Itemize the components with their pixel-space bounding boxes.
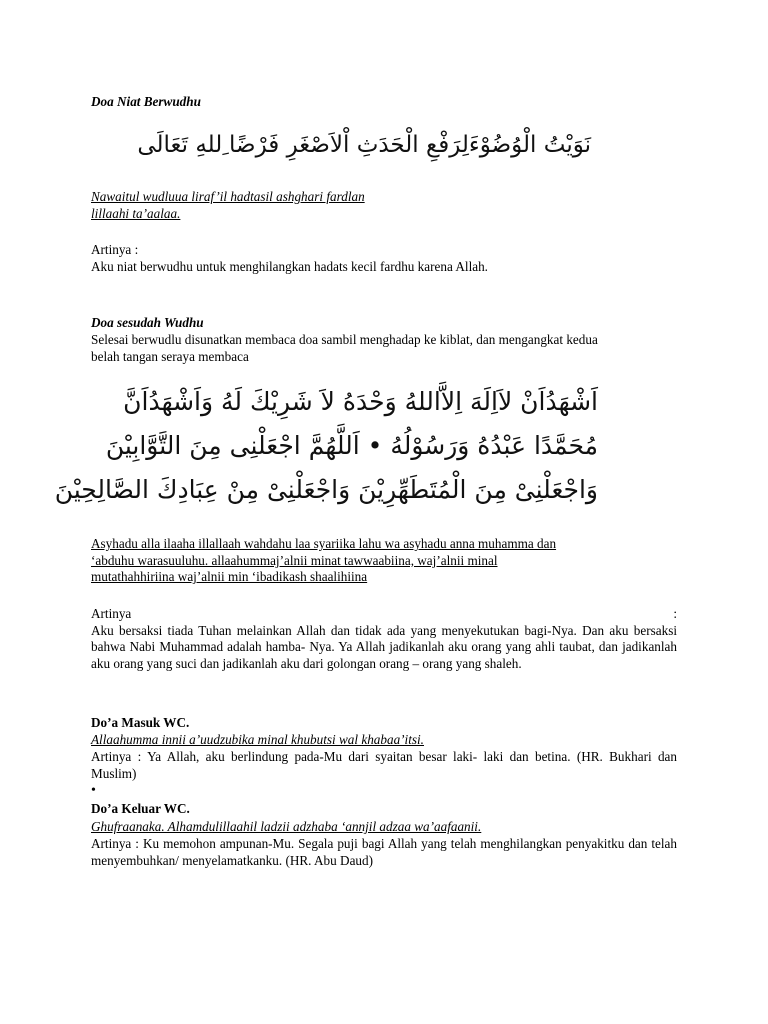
niat-arabic-text: نَوَيْتُ الْوُضُوْءَلِرَفْعِ الْحَدَثِ اْلاَصْغَرِ فَرْضًا ِللهِ تَعَالَى: [137, 132, 591, 158]
sesudah-latin: [91, 536, 677, 586]
niat-meaning: [91, 242, 677, 275]
sesudah-meaning: [91, 606, 677, 672]
masuk-wc-latin: Allaahumma innii a’uudzubika minal khubutsi wal khabaa’itsi.: [91, 732, 424, 747]
keluar-wc-meaning: Artinya : Ku memohon ampunan-Mu. Segala puji bagi Allah yang telah menghilangkan penyakitku dan telah menyembuhkan/ menyelamatkanku. (HR. Abu Daud): [91, 836, 677, 868]
sesudah-meaning-text: Aku bersaksi tiada Tuhan melainkan Allah dan tidak ada yang menyekutukan bagi-Nya. Dan aku bersaksi bahwa Nabi Muhammad adalah hamba- Nya. Ya Allah jadikanlah aku orang yang ahli taubat, dan jadikanlah aku orang yang suci dan jadikanlah aku dari golongan orang – orang yang shaleh.: [91, 622, 677, 671]
sesudah-latin-line: mutathahhiriina waj’alnii min ‘ibadikash shaalihiina: [91, 569, 368, 585]
sesudah-arabic-line: اَشْهَدُاَنْ لاَاِلَهَ اِلاَّاللهُ وَحْدَهُ لاَ شَرِيْكَ لَهُ وَاَشْهَدُاَنَّ: [123, 387, 598, 416]
sesudah-latin-line: ‘abduhu warasuuluhu. allaahummaj’alnii minat tawwaabiina, waj’alnii minal: [91, 552, 498, 568]
niat-meaning-text: Aku niat berwudhu untuk menghilangkan hadats kecil fardhu karena Allah.: [91, 258, 488, 274]
sesudah-meaning-colon: :: [673, 606, 677, 621]
niat-latin: [91, 189, 677, 222]
sesudah-arabic-line: وَاجْعَلْنِىْ مِنَ الْمُتَطَهِّرِيْنَ وَاجْعَلْنِىْ مِنْ عِبَادِكَ الصَّالِحِيْنَ: [54, 475, 598, 504]
sesudah-latin-line: Asyhadu alla ilaaha illallaah wahdahu laa syariika lahu wa asyhadu anna muhamma dan: [91, 536, 557, 551]
niat-latin-line: Nawaitul wudluua liraf’il hadtasil ashghari fardlan: [91, 189, 365, 204]
bullet-marker: •: [91, 783, 96, 798]
sesudah-arabic-text: [54, 380, 598, 512]
masuk-wc-heading: Do’a Masuk WC.: [91, 715, 190, 730]
niat-heading: Doa Niat Berwudhu: [91, 94, 201, 109]
sesudah-intro: [91, 332, 677, 365]
sesudah-meaning-label-row: [91, 606, 677, 623]
masuk-wc-meaning: Artinya : Ya Allah, aku berlindung pada-Mu dari syaitan besar laki- laki dan betina. (HR. Bukhari dan Muslim): [91, 749, 677, 781]
sesudah-intro-line: Selesai berwudlu disunatkan membaca doa sambil menghadap ke kiblat, dan mengangkat kedua: [91, 332, 598, 347]
sesudah-meaning-label: Artinya: [91, 606, 132, 621]
sesudah-heading: Doa sesudah Wudhu: [91, 315, 204, 330]
keluar-wc-heading: Do’a Keluar WC.: [91, 801, 190, 816]
niat-latin-line: lillaahi ta’aalaa.: [91, 205, 181, 221]
niat-meaning-label: Artinya :: [91, 242, 139, 257]
keluar-wc-latin: Ghufraanaka. Alhamdulillaahil ladzii adzhaba ‘annjil adzaa wa’aafaanii.: [91, 819, 482, 834]
sesudah-intro-line: belah tangan seraya membaca: [91, 348, 249, 364]
sesudah-arabic-line: مُحَمَّدًا عَبْدُهُ وَرَسُوْلُهُ • اَللَّهُمَّ اجْعَلْنِى مِنَ التَّوَّابِيْنَ: [105, 431, 598, 460]
